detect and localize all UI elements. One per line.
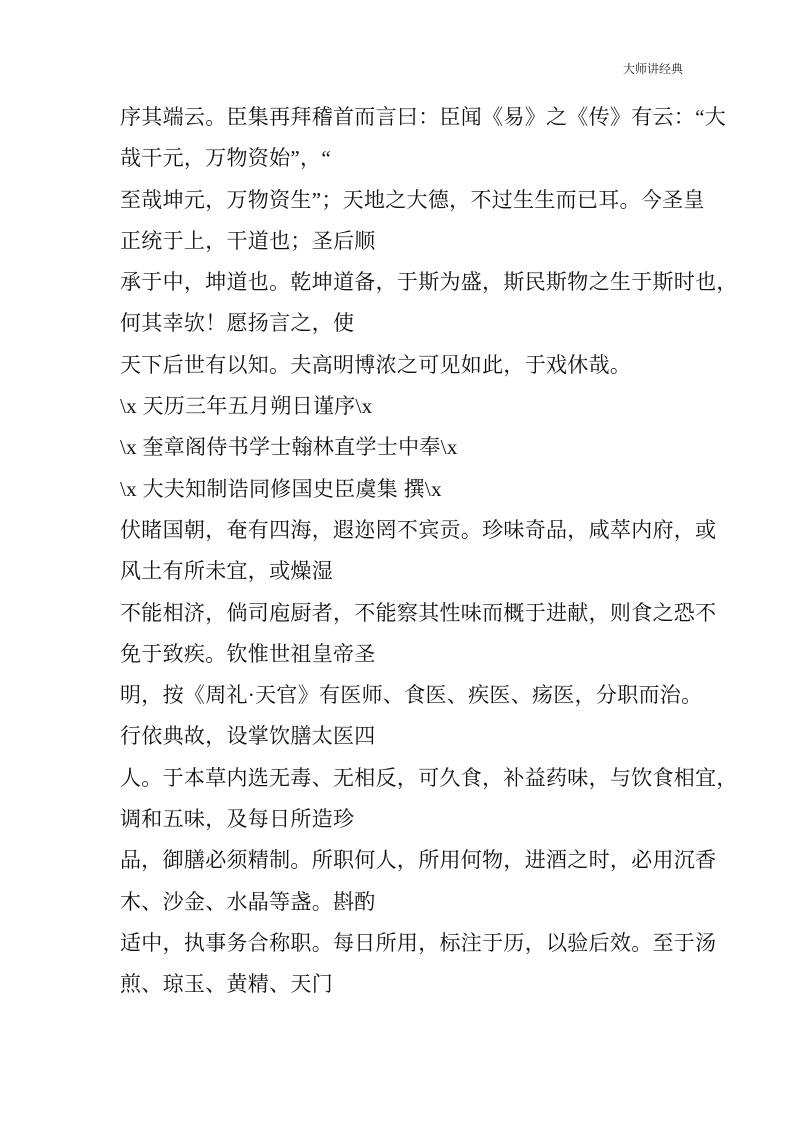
text-line: 适中，执事务合称职。每日所用，标注于历，以验后效。至于汤 [120, 930, 717, 955]
text-line: 不能相济，倘司庖厨者，不能察其性味而概于进献，则食之恐不 [120, 600, 717, 625]
text-line: \x 大夫知制诰同修国史臣虞集 撰\x [120, 476, 442, 501]
text-line: 人。于本草内选无毒、无相反，可久食，补益药味，与饮食相宜， [120, 765, 738, 790]
text-line: 何其幸欤！愿扬言之，使 [120, 311, 355, 336]
text-line: 序其端云。臣集再拜稽首而言曰：臣闻《易》之《传》有云：“大 [120, 105, 727, 129]
text-line: 免于致疾。钦惟世祖皇帝圣 [120, 641, 376, 666]
text-line: \x 天历三年五月朔日谨序\x [120, 394, 373, 419]
text-line: 明，按《周礼·天官》有医师、食医、疾医、疡医，分职而治。 [120, 683, 703, 708]
text-line: 哉干元，万物资始”，“ [120, 146, 331, 171]
document-body [120, 97, 738, 1006]
text-line: 承于中，坤道也。乾坤道备，于斯为盛，斯民斯物之生于斯时也， [120, 270, 738, 295]
text-line: 天下后世有以知。夫高明博浓之可见如此，于戏休哉。 [120, 352, 632, 377]
text-line: 煎、琼玉、黄精、天门 [120, 972, 333, 997]
page-header: 大师讲经典 [622, 62, 683, 76]
text-line: 至哉坤元，万物资生”；天地之大德，不过生生而已耳。今圣皇 [120, 187, 705, 212]
text-line: 调和五味，及每日所造珍 [120, 807, 355, 832]
text-line: \x 奎章阁侍书学士翰林直学士中奉\x [120, 435, 458, 460]
text-line: 行依典故，设掌饮膳太医四 [120, 724, 376, 749]
text-line: 伏睹国朝，奄有四海，遐迩罔不宾贡。珍味奇品，咸萃内府，或 [120, 517, 717, 542]
text-line: 正统于上，干道也；圣后顺 [120, 228, 376, 253]
text-line: 品，御膳必须精制。所职何人，所用何物，进酒之时，必用沉香 [120, 848, 717, 873]
text-line: 木、沙金、水晶等盏。斟酌 [120, 889, 376, 914]
text-line: 风土有所未宜，或燥湿 [120, 559, 333, 584]
